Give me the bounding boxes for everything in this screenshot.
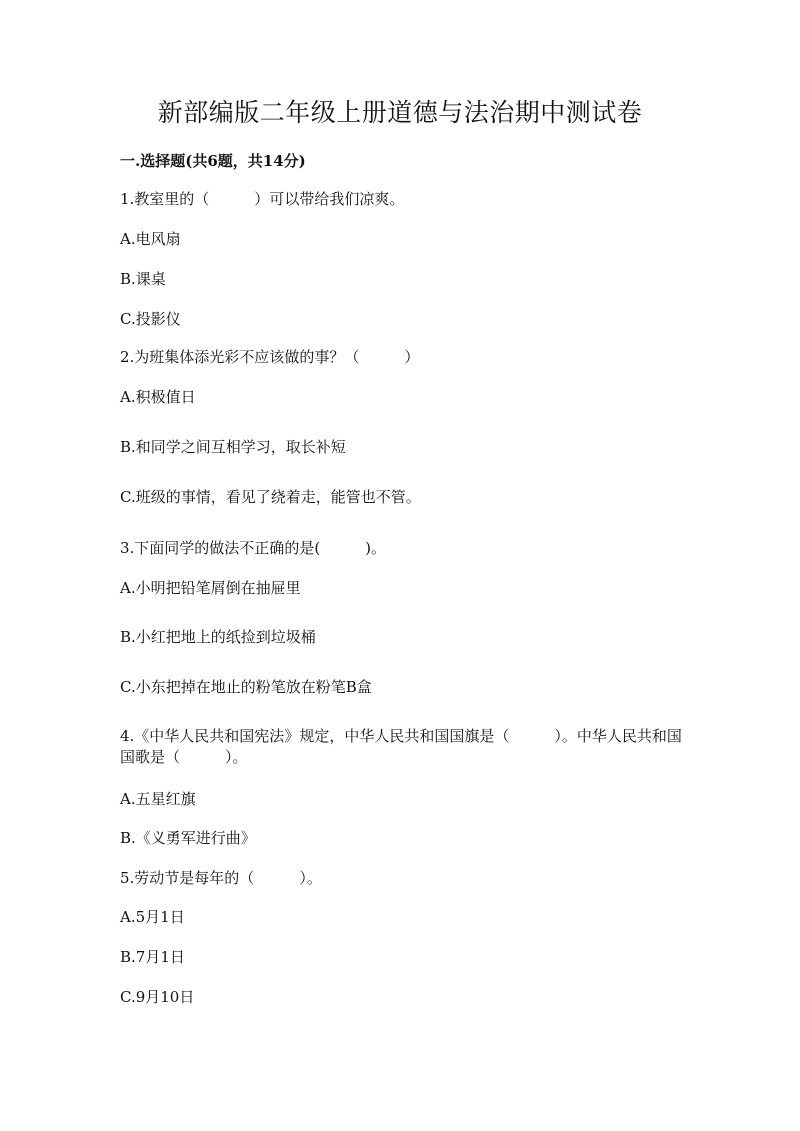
section-heading: 一.选择题(共6题，共14分) — [120, 152, 306, 170]
question-3-stem: 3.下面同学的做法不正确的是( )。 — [120, 539, 387, 557]
question-5-option-b: B.7月1日 — [120, 948, 185, 966]
question-4-option-b: B.《义勇军进行曲》 — [120, 829, 256, 847]
question-2-option-a: A.积极值日 — [120, 388, 196, 406]
question-2-option-b: B.和同学之间互相学习，取长补短 — [120, 438, 346, 456]
question-4-stem: 4.《中华人民共和国宪法》规定，中华人民共和国国旗是（ ）。中华人民共和国国歌是（ ）。 — [120, 727, 682, 766]
question-1-option-a: A.电风扇 — [120, 230, 181, 248]
question-3-option-b: B.小红把地上的纸捡到垃圾桶 — [120, 628, 316, 646]
question-5-option-c: C.9月10日 — [120, 988, 195, 1006]
page-title: 新部编版二年级上册道德与法治期中测试卷 — [157, 98, 643, 127]
question-2-stem: 2.为班集体添光彩不应该做的事？（ ） — [120, 348, 420, 366]
question-1-stem: 1.教室里的（ ）可以带给我们凉爽。 — [120, 190, 405, 208]
question-2-option-c: C.班级的事情，看见了绕着走，能管也不管。 — [120, 488, 421, 506]
question-5-option-a: A.5月1日 — [120, 908, 185, 926]
question-3-option-c: C.小东把掉在地止的粉笔放在粉笔B盒 — [120, 678, 372, 696]
question-3-option-a: A.小明把铅笔屑倒在抽屉里 — [120, 579, 301, 597]
question-1-option-c: C.投影仪 — [120, 310, 181, 328]
question-5-stem: 5.劳动节是每年的（ ）。 — [120, 869, 322, 887]
question-4-option-a: A.五星红旗 — [120, 790, 196, 808]
question-1-option-b: B.课桌 — [120, 270, 166, 288]
